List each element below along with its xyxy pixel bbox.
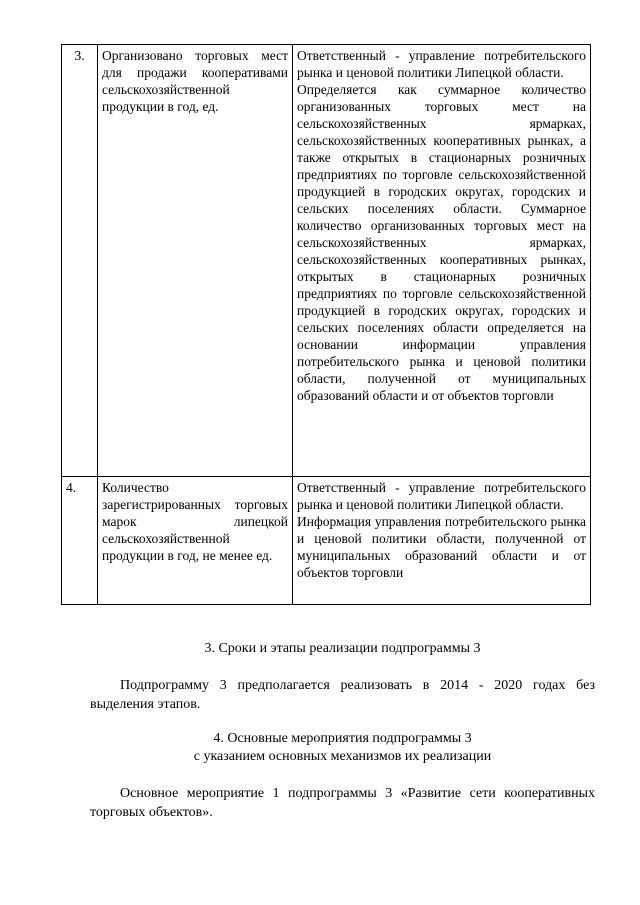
table-row <box>62 477 591 605</box>
indicator-name: Количество зарегистрированных торговых марок липецкой сельскохозяйственной продукции в год, не менее ед. <box>98 477 293 605</box>
section-4-heading-line-2: с указанием основных механизмов их реализации <box>193 749 492 764</box>
row-number: 4. <box>62 477 98 605</box>
indicator-name: Организовано торговых мест для продажи кооперативами сельскохозяйственной продукции в год, ед. <box>98 45 293 477</box>
section-3-paragraph: Подпрограмму 3 предполагается реализовать в 2014 - 2020 годах без выделения этапов. <box>90 678 595 712</box>
section-4-paragraph: Основное мероприятие 1 подпрограммы 3 «Развитие сети кооперативных торговых объектов». <box>90 786 595 820</box>
table-row <box>62 45 591 477</box>
responsible-text: Ответственный - управление потребительского рынка и ценовой политики Липецкой области. <box>297 480 586 512</box>
calculation-method-text: Определяется как суммарное количество организованных торговых мест на сельскохозяйственных ярмарках, сельскохозяйственных кооперативных рынках, а также открытых в стационарных розничных предприятиях по торговле сельскохозяйственной продукцией в городских округах, городских и сельских поселениях области. Суммарное количество организованных торговых мест на сельскохозяйственных ярмарках, сельскохозяйственных кооперативных рынках, открытых в стационарных розничных предприятиях по торговле сельскохозяйственной продукцией в городских округах, городских и сельских поселениях области определяется на основании информации управления потребительского рынка и ценовой политики области, полученной от муниципальных образований области и от объектов торговли <box>297 82 586 403</box>
row-number: 3. <box>62 45 98 477</box>
section-3-heading: 3. Сроки и этапы реализации подпрограммы 3 <box>204 641 481 656</box>
indicator-description-cell <box>293 477 591 605</box>
indicator-description-cell <box>293 45 591 477</box>
responsible-text: Ответственный - управление потребительского рынка и ценовой политики Липецкой области. <box>297 48 586 80</box>
calculation-method-text: Информация управления потребительского рынка и ценовой политики области, полученной от муниципальных образований области и от объектов торговли <box>297 514 586 580</box>
indicators-table <box>61 44 591 605</box>
section-4-heading-line-1: 4. Основные мероприятия подпрограммы 3 <box>213 731 472 746</box>
